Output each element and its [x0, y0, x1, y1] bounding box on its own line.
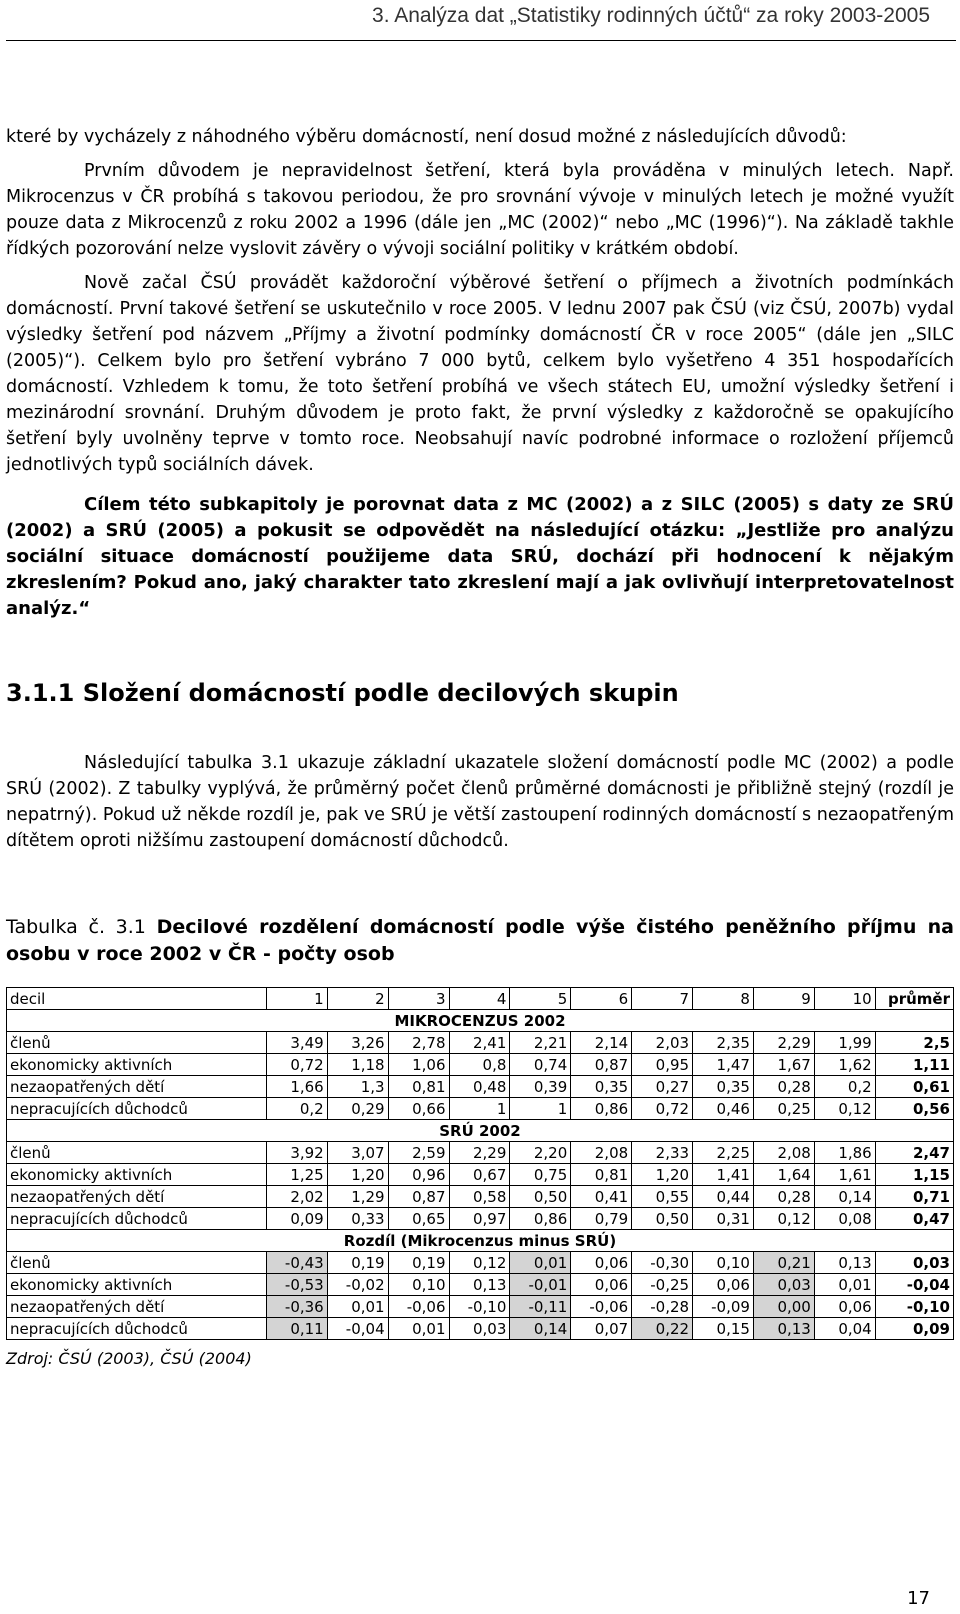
table-cell: -0,36	[266, 1296, 327, 1318]
table-section-title: Rozdíl (Mikrocenzus minus SRÚ)	[7, 1230, 954, 1252]
table-cell: 1,06	[388, 1054, 449, 1076]
table-cell: 3,26	[327, 1032, 388, 1054]
paragraph: Nově začal ČSÚ provádět každoroční výběrové šetření o příjmech a životních podmínkách domácností. První takové šetření se uskutečnilo v roce 2005. V lednu 2007 pak ČSÚ (viz ČSÚ, 2007b) vydal výsledky šetření pod názvem „Příjmy a životní podmínky domácností ČR v roce 2005“ (dále jen „SILC (2005)“). Celkem bylo pro šetření vybráno 7 000 bytů, celkem bylo vyšetřeno 4 351 hospodařících domácností. Vzhledem k tomu, že toto šetření probíhá ve všech státech EU, umožní výsledky šetření i mezinárodní srovnání. Druhým důvodem je proto fakt, že první výsledky z každoročně se opakujícího šetření byly uvolněny teprve v tomto roce. Neobsahují navíc podrobné informace o rozložení příjemců jednotlivých typů sociálních dávek.	[6, 273, 954, 475]
row-label: členů	[7, 1252, 267, 1274]
table-cell: 2,08	[753, 1142, 814, 1164]
table-header-cell: 3	[388, 988, 449, 1010]
table-cell: -0,10	[449, 1296, 510, 1318]
table-cell: 0,33	[327, 1208, 388, 1230]
table-cell: 0,50	[632, 1208, 693, 1230]
table-cell-average: -0,04	[875, 1274, 953, 1296]
table-cell: 2,21	[510, 1032, 571, 1054]
table-cell: 3,92	[266, 1142, 327, 1164]
row-label: ekonomicky aktivních	[7, 1054, 267, 1076]
table-cell: 1,18	[327, 1054, 388, 1076]
table-cell: 0,27	[632, 1076, 693, 1098]
table-cell: 2,41	[449, 1032, 510, 1054]
table-cell: 0,06	[571, 1274, 632, 1296]
table-cell: 0,29	[327, 1098, 388, 1120]
decile-table-body	[7, 988, 954, 1340]
table-header-cell: 5	[510, 988, 571, 1010]
table-cell: 2,35	[693, 1032, 754, 1054]
table-cell: 0,81	[388, 1076, 449, 1098]
running-header: 3. Analýza dat „Statistiky rodinných účtů“ za roky 2003-2005	[372, 4, 930, 27]
table-cell: 1,66	[266, 1076, 327, 1098]
table-cell: 0,11	[266, 1318, 327, 1340]
table-cell: 0,81	[571, 1164, 632, 1186]
table-cell: 1,41	[693, 1164, 754, 1186]
table-cell: 0,96	[388, 1164, 449, 1186]
table-cell-average: 0,56	[875, 1098, 953, 1120]
row-label: nezaopatřených dětí	[7, 1076, 267, 1098]
table-cell-average: 0,03	[875, 1252, 953, 1274]
table-section-row	[7, 1230, 954, 1252]
table-cell: 1,29	[327, 1186, 388, 1208]
table-cell: 0,12	[449, 1252, 510, 1274]
table-cell: 3,49	[266, 1032, 327, 1054]
table-cell: 0,10	[693, 1252, 754, 1274]
table-cell-average: 2,47	[875, 1142, 953, 1164]
table-cell: 0,06	[693, 1274, 754, 1296]
table-cell: 0,08	[814, 1208, 875, 1230]
table-cell: 0,97	[449, 1208, 510, 1230]
table-row	[7, 1208, 954, 1230]
paragraph: Prvním důvodem je nepravidelnost šetření, která byla prováděna v minulých letech. Např. Mikrocenzus v ČR probíhá s takovou periodou, že pro srovnání vývoje v minulých letech je možné využít pouze data z Mikrocenzů z roku 2002 a 1996 (dále jen „MC (2002)“ nebo „MC (1996)“). Na základě takhle řídkých pozorování nelze vyslovit závěry o vývoji sociální politiky v krátkém období.	[6, 161, 954, 259]
table-cell: 2,33	[632, 1142, 693, 1164]
table-cell: 1,47	[693, 1054, 754, 1076]
table-cell: 0,31	[693, 1208, 754, 1230]
section-heading: 3.1.1 Složení domácností podle decilových skupin	[6, 679, 679, 707]
table-cell: 0,44	[693, 1186, 754, 1208]
table-caption-prefix: Tabulka č. 3.1	[6, 916, 157, 938]
table-cell: 0,01	[814, 1274, 875, 1296]
table-cell: 1,25	[266, 1164, 327, 1186]
row-label: nezaopatřených dětí	[7, 1186, 267, 1208]
header-rule	[6, 40, 956, 41]
table-cell: 0,04	[814, 1318, 875, 1340]
table-cell: 0,00	[753, 1296, 814, 1318]
table-cell: 0,13	[449, 1274, 510, 1296]
table-cell: 0,87	[571, 1054, 632, 1076]
table-cell: 2,14	[571, 1032, 632, 1054]
table-header-row	[7, 988, 954, 1010]
row-label: členů	[7, 1032, 267, 1054]
table-cell: -0,28	[632, 1296, 693, 1318]
table-cell: 1,86	[814, 1142, 875, 1164]
table-row	[7, 1054, 954, 1076]
table-row	[7, 1274, 954, 1296]
table-header-cell: 7	[632, 988, 693, 1010]
table-cell: 0,21	[753, 1252, 814, 1274]
table-cell: 0,03	[753, 1274, 814, 1296]
table-cell: 0,86	[571, 1098, 632, 1120]
table-cell: 0,2	[266, 1098, 327, 1120]
table-cell: 0,19	[327, 1252, 388, 1274]
paragraph: Následující tabulka 3.1 ukazuje základní ukazatele složení domácností podle MC (2002) a podle SRÚ (2002). Z tabulky vyplývá, že průměrný počet členů průměrné domácnosti je přibližně stejný (rozdíl je nepatrný). Pokud už někde rozdíl je, pak ve SRÚ je větší zastoupení rodinných domácností s nezaopatřeným dítětem oproti nižšímu zastoupení domácností důchodců.	[6, 753, 954, 851]
table-cell: 1,20	[632, 1164, 693, 1186]
table-header-cell: 10	[814, 988, 875, 1010]
table-row	[7, 1032, 954, 1054]
table-cell-average: 0,71	[875, 1186, 953, 1208]
table-cell: 0,66	[388, 1098, 449, 1120]
table-cell: 1,61	[814, 1164, 875, 1186]
table-cell: 0,46	[693, 1098, 754, 1120]
table-cell: 0,28	[753, 1076, 814, 1098]
table-cell-average: 0,09	[875, 1318, 953, 1340]
table-header-cell: 8	[693, 988, 754, 1010]
table-cell: -0,11	[510, 1296, 571, 1318]
table-cell: 1	[510, 1098, 571, 1120]
page-content	[6, 124, 954, 1370]
table-cell: 0,67	[449, 1164, 510, 1186]
table-cell: 0,39	[510, 1076, 571, 1098]
table-cell: -0,06	[571, 1296, 632, 1318]
table-cell: -0,43	[266, 1252, 327, 1274]
table-cell-average: 1,11	[875, 1054, 953, 1076]
table-cell: 0,15	[693, 1318, 754, 1340]
table-cell: 0,74	[510, 1054, 571, 1076]
table-cell: -0,30	[632, 1252, 693, 1274]
table-row	[7, 1318, 954, 1340]
table-cell: 0,03	[449, 1318, 510, 1340]
table-cell: 2,20	[510, 1142, 571, 1164]
row-label: členů	[7, 1142, 267, 1164]
table-cell: 0,75	[510, 1164, 571, 1186]
table-row	[7, 1296, 954, 1318]
table-section-row	[7, 1120, 954, 1142]
row-label: nepracujících důchodců	[7, 1318, 267, 1340]
table-cell: 0,12	[814, 1098, 875, 1120]
table-cell: 0,65	[388, 1208, 449, 1230]
table-section-title: SRÚ 2002	[7, 1120, 954, 1142]
table-row	[7, 1142, 954, 1164]
table-cell: 1,64	[753, 1164, 814, 1186]
table-cell: 0,48	[449, 1076, 510, 1098]
table-row	[7, 1252, 954, 1274]
row-label: nepracujících důchodců	[7, 1208, 267, 1230]
table-cell: 0,22	[632, 1318, 693, 1340]
table-cell: 0,01	[327, 1296, 388, 1318]
table-cell: 2,29	[753, 1032, 814, 1054]
row-label: ekonomicky aktivních	[7, 1274, 267, 1296]
table-cell: 0,86	[510, 1208, 571, 1230]
table-cell: 2,08	[571, 1142, 632, 1164]
table-cell-average: 1,15	[875, 1164, 953, 1186]
table-cell: 0,25	[753, 1098, 814, 1120]
table-cell: 0,28	[753, 1186, 814, 1208]
table-row	[7, 1098, 954, 1120]
table-cell: -0,02	[327, 1274, 388, 1296]
table-section-row	[7, 1010, 954, 1032]
table-cell-average: 2,5	[875, 1032, 953, 1054]
table-caption	[6, 914, 954, 968]
table-cell: 0,10	[388, 1274, 449, 1296]
table-cell: 0,01	[388, 1318, 449, 1340]
page-number: 17	[907, 1588, 930, 1609]
table-cell: 1,67	[753, 1054, 814, 1076]
table-cell: 0,35	[693, 1076, 754, 1098]
table-cell: 0,14	[510, 1318, 571, 1340]
table-cell: 0,13	[814, 1252, 875, 1274]
table-cell: 0,79	[571, 1208, 632, 1230]
decile-table	[6, 987, 954, 1340]
table-cell: 0,13	[753, 1318, 814, 1340]
table-row	[7, 1164, 954, 1186]
table-cell: -0,09	[693, 1296, 754, 1318]
table-cell: 0,87	[388, 1186, 449, 1208]
table-cell: 0,35	[571, 1076, 632, 1098]
table-cell: 0,55	[632, 1186, 693, 1208]
goal-paragraph: Cílem této subkapitoly je porovnat data z MC (2002) a z SILC (2005) s daty ze SRÚ (2002) a SRÚ (2005) a pokusit se odpovědět na následující otázku: „Jestliže pro analýzu sociální situace domácností použijeme data SRÚ, dochází při hodnocení k nějakým zkreslením? Pokud ano, jaký charakter tato zkreslení mají a jak ovlivňují interpretovatelnost analýz.“	[6, 494, 954, 619]
table-cell: 2,78	[388, 1032, 449, 1054]
table-header-cell: 1	[266, 988, 327, 1010]
table-cell: 0,01	[510, 1252, 571, 1274]
paragraph: které by vycházely z náhodného výběru domácností, není dosud možné z následujících důvodů:	[6, 127, 847, 147]
table-cell: 2,03	[632, 1032, 693, 1054]
table-cell: -0,53	[266, 1274, 327, 1296]
table-cell: 0,95	[632, 1054, 693, 1076]
table-cell: 2,29	[449, 1142, 510, 1164]
table-cell: 0,2	[814, 1076, 875, 1098]
table-row	[7, 1186, 954, 1208]
table-cell: 0,06	[571, 1252, 632, 1274]
table-cell: -0,01	[510, 1274, 571, 1296]
table-cell-average: -0,10	[875, 1296, 953, 1318]
table-cell: 0,50	[510, 1186, 571, 1208]
table-cell: 3,07	[327, 1142, 388, 1164]
table-cell: 0,41	[571, 1186, 632, 1208]
table-cell-average: 0,47	[875, 1208, 953, 1230]
table-header-cell: průměr	[875, 988, 953, 1010]
row-label: nepracujících důchodců	[7, 1098, 267, 1120]
table-cell: 1,3	[327, 1076, 388, 1098]
table-cell: 2,59	[388, 1142, 449, 1164]
table-cell: -0,25	[632, 1274, 693, 1296]
table-header-cell: 6	[571, 988, 632, 1010]
table-cell: 0,19	[388, 1252, 449, 1274]
table-cell: 1,99	[814, 1032, 875, 1054]
table-cell: 1,62	[814, 1054, 875, 1076]
table-section-title: MIKROCENZUS 2002	[7, 1010, 954, 1032]
table-cell: 0,06	[814, 1296, 875, 1318]
table-header-cell: 9	[753, 988, 814, 1010]
table-cell: 0,8	[449, 1054, 510, 1076]
table-row	[7, 1076, 954, 1098]
table-cell-average: 0,61	[875, 1076, 953, 1098]
table-cell: 2,02	[266, 1186, 327, 1208]
table-cell: 0,72	[266, 1054, 327, 1076]
table-cell: -0,06	[388, 1296, 449, 1318]
table-header-cell: 4	[449, 988, 510, 1010]
table-source: Zdroj: ČSÚ (2003), ČSÚ (2004)	[6, 1349, 252, 1368]
table-header-cell: 2	[327, 988, 388, 1010]
table-cell: -0,04	[327, 1318, 388, 1340]
table-cell: 1,20	[327, 1164, 388, 1186]
table-cell: 0,09	[266, 1208, 327, 1230]
table-cell: 0,07	[571, 1318, 632, 1340]
table-header-cell: decil	[7, 988, 267, 1010]
table-cell: 0,12	[753, 1208, 814, 1230]
table-caption-title: Decilové rozdělení domácností podle výše čistého peněžního příjmu na osobu v roce 2002 v ČR - počty osob	[6, 916, 954, 965]
table-cell: 0,58	[449, 1186, 510, 1208]
table-cell: 2,25	[693, 1142, 754, 1164]
row-label: nezaopatřených dětí	[7, 1296, 267, 1318]
table-cell: 0,72	[632, 1098, 693, 1120]
row-label: ekonomicky aktivních	[7, 1164, 267, 1186]
table-cell: 1	[449, 1098, 510, 1120]
table-cell: 0,14	[814, 1186, 875, 1208]
